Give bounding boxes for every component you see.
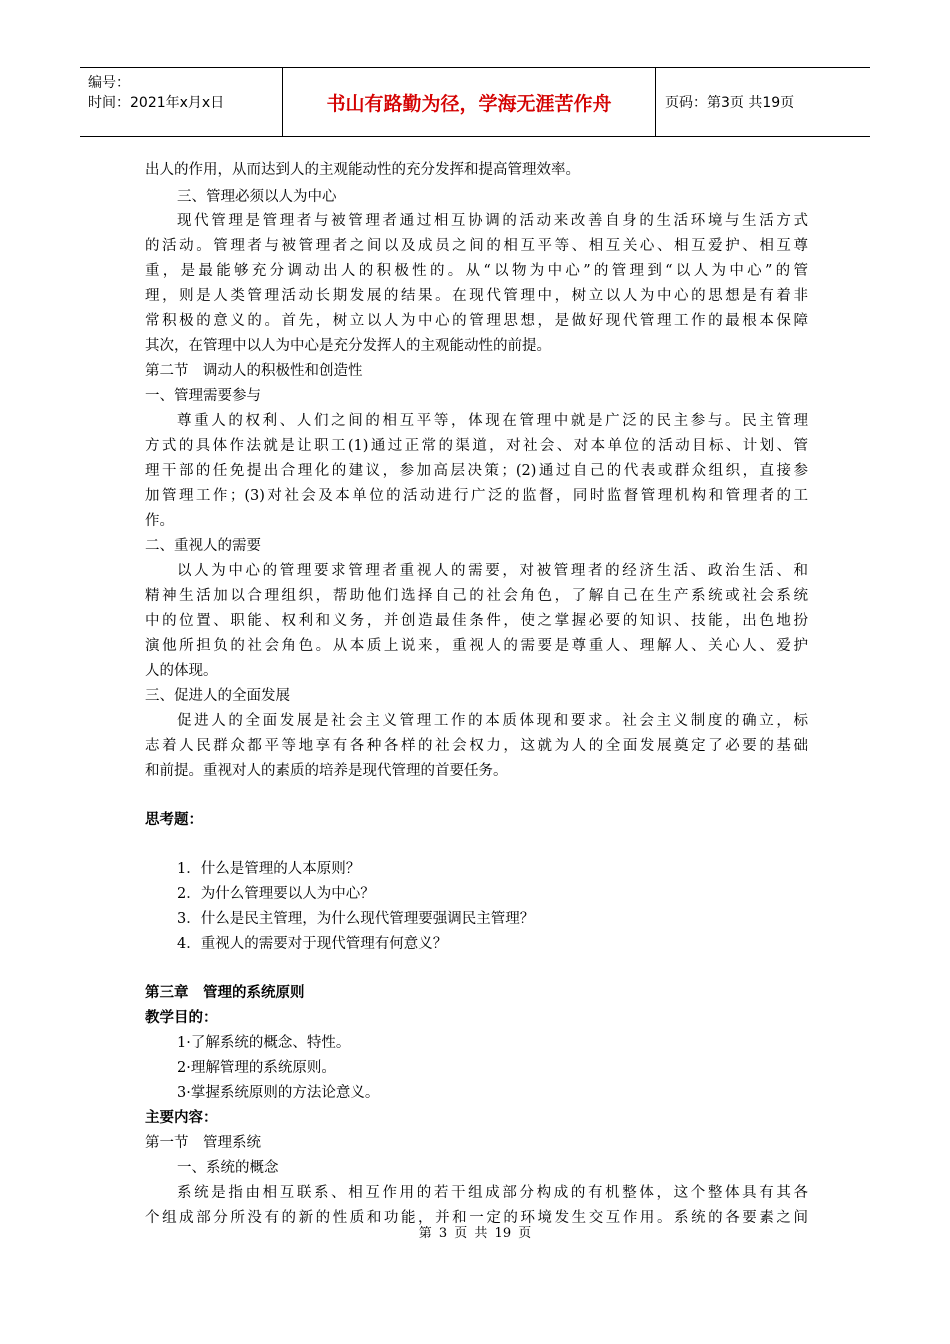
section-heading: 第一节 管理系统 xyxy=(145,1135,261,1151)
text-line: 志着人民群众都平等地享有各种各样的社会权力，这就为人的全面发展奠定了必要的基础 xyxy=(145,738,808,754)
objective-item: 3·掌握系统原则的方法论意义。 xyxy=(177,1085,380,1101)
objective-item: 2·理解管理的系统原则。 xyxy=(177,1060,336,1076)
text-line: 人的体现。 xyxy=(145,663,218,679)
text-line: 重，是最能够充分调动出人的积极性的。从“以物为中心”的管理到“以人为中心”的管 xyxy=(145,263,808,279)
section-heading: 三、促进人的全面发展 xyxy=(145,688,290,704)
number-label: 编号： xyxy=(88,75,130,91)
page-footer: 第 3 页 共 19 页 xyxy=(418,1226,532,1241)
question-item: 2．为什么管理要以人为中心？ xyxy=(177,886,375,902)
page-header xyxy=(80,67,870,137)
header-meta xyxy=(80,68,283,136)
text-line: 理干部的任免提出合理化的建议，参加高层决策；(2)通过自己的代表或群众组织，直接参 xyxy=(145,463,808,479)
section-heading: 一、系统的概念 xyxy=(177,1160,279,1176)
text-line: 加管理工作；(3)对社会及本单位的活动进行广泛的监督，同时监督管理机构和管理者的工 xyxy=(145,488,808,504)
text-line: 促进人的全面发展是社会主义管理工作的本质体现和要求。社会主义制度的确立，标 xyxy=(177,713,808,729)
text-line: 其次，在管理中以人为中心是充分发挥人的主观能动性的前提。 xyxy=(145,338,551,354)
text-line: 精神生活加以合理组织，帮助他们选择自己的社会角色，了解自己在生产系统或社会系统 xyxy=(145,588,808,604)
question-item: 1．什么是管理的人本原则？ xyxy=(177,861,361,877)
text-line: 个组成部分所没有的新的性质和功能，并和一定的环境发生交互作用。系统的各要素之间 xyxy=(145,1210,808,1226)
header-page-label: 页码：第3页 共19页 xyxy=(665,95,795,111)
question-item: 3．什么是民主管理，为什么现代管理要强调民主管理？ xyxy=(177,911,535,927)
question-item: 4．重视人的需要对于现代管理有何意义？ xyxy=(177,936,448,952)
content-heading: 主要内容： xyxy=(145,1110,218,1126)
text-line: 现代管理是管理者与被管理者通过相互协调的活动来改善自身的生活环境与生活方式 xyxy=(177,213,808,229)
text-line: 理，则是人类管理活动长期发展的结果。在现代管理中，树立以人为中心的思想是有着非 xyxy=(145,288,808,304)
text-line: 演他所担负的社会角色。从本质上说来，重视人的需要是尊重人、理解人、关心人、爱护 xyxy=(145,638,808,654)
text-line: 和前提。重视对人的素质的培养是现代管理的首要任务。 xyxy=(145,763,508,779)
section-heading: 二、重视人的需要 xyxy=(145,538,261,554)
section-heading: 第二节 调动人的积极性和创造性 xyxy=(145,363,363,379)
text-line: 作。 xyxy=(145,513,174,529)
text-line: 方式的具体作法就是让职工(1)通过正常的渠道，对社会、对本单位的活动目标、计划、管 xyxy=(145,438,808,454)
text-line: 以人为中心的管理要求管理者重视人的需要，对被管理者的经济生活、政治生活、和 xyxy=(177,563,808,579)
section-heading: 一、管理需要参与 xyxy=(145,388,261,404)
time-label: 时间：2021年x月x日 xyxy=(88,95,225,111)
questions-heading: 思考题： xyxy=(145,812,203,828)
text-line: 中的位置、职能、权利和义务，并创造最佳条件，使之掌握必要的知识、技能，出色地扮 xyxy=(145,613,808,629)
header-motto: 书山有路勤为径，学海无涯苦作舟 xyxy=(283,68,656,136)
text-line: 的活动。管理者与被管理者之间以及成员之间的相互平等、相互关心、相互爱护、相互尊 xyxy=(145,238,808,254)
section-heading: 三、管理必须以人为中心 xyxy=(177,189,337,205)
text-line: 系统是指由相互联系、相互作用的若干组成部分构成的有机整体，这个整体具有其各 xyxy=(177,1185,808,1201)
objective-item: 1·了解系统的概念、特性。 xyxy=(177,1035,351,1051)
text-line: 常积极的意义的。首先，树立以人为中心的管理思想，是做好现代管理工作的最根本保障 xyxy=(145,313,808,329)
objectives-heading: 教学目的： xyxy=(145,1010,218,1026)
text-line: 出人的作用，从而达到人的主观能动性的充分发挥和提高管理效率。 xyxy=(145,162,580,178)
chapter-title: 第三章 管理的系统原则 xyxy=(145,985,305,1001)
text-line: 尊重人的权利、人们之间的相互平等，体现在管理中就是广泛的民主参与。民主管理 xyxy=(177,413,808,429)
